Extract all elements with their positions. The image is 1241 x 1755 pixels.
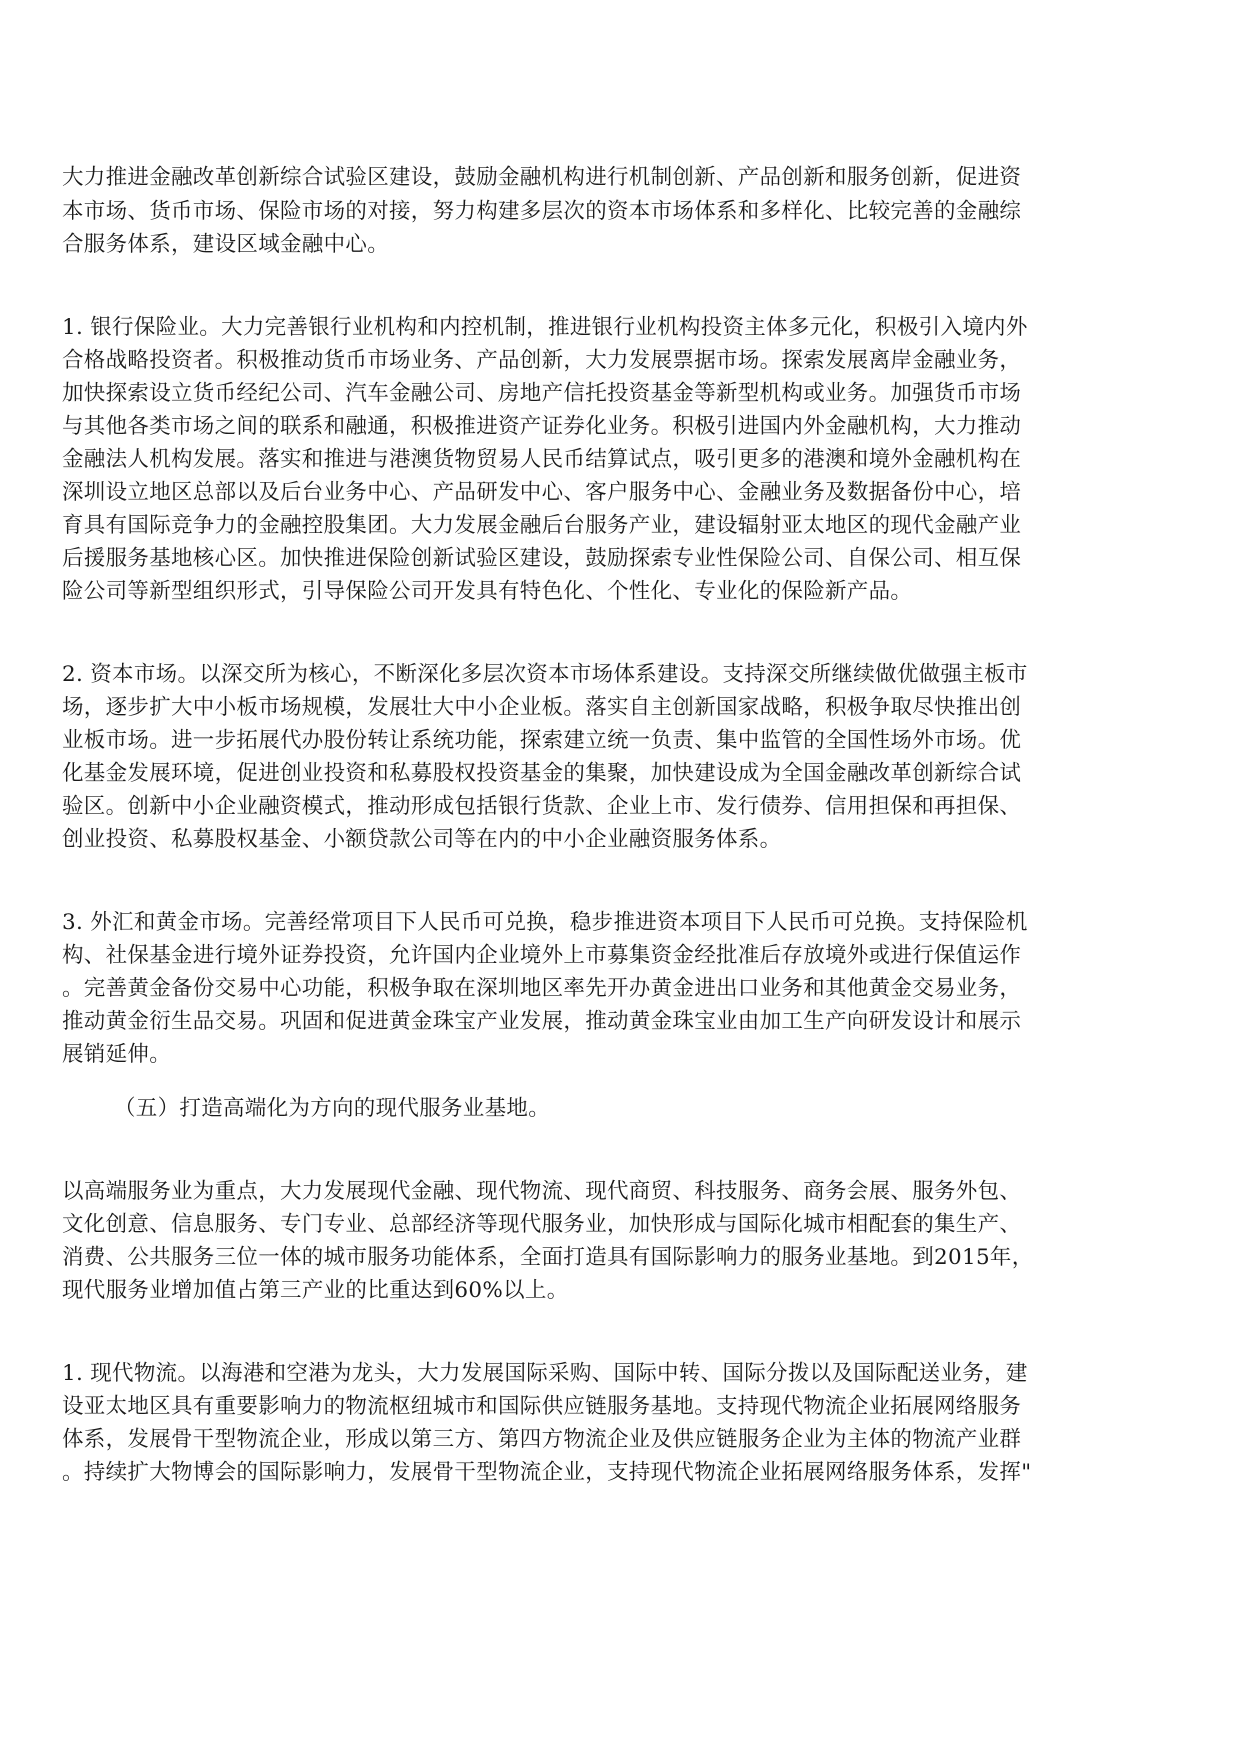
- text-line: 1. 银行保险业。大力完善银行业机构和内控机制，推进银行业机构投资主体多元化，积极引入境内外: [62, 315, 1028, 340]
- text-line: 文化创意、信息服务、专门专业、总部经济等现代服务业，加快形成与国际化城市相配套的集生产、: [62, 1212, 1022, 1237]
- text-line: 设亚太地区具有重要影响力的物流枢纽城市和国际供应链服务基地。支持现代物流企业拓展网络服务: [62, 1394, 1022, 1419]
- text-line: 创业投资、私募股权基金、小额贷款公司等在内的中小企业融资服务体系。: [62, 827, 782, 852]
- text-line: 验区。创新中小企业融资模式，推动形成包括银行货款、企业上市、发行债券、信用担保和再担保、: [62, 794, 1022, 819]
- text-line: 2. 资本市场。以深交所为核心，不断深化多层次资本市场体系建设。支持深交所继续做优做强主板市: [62, 662, 1028, 687]
- text-line: 展销延伸。: [62, 1042, 172, 1067]
- text-line: 险公司等新型组织形式，引导保险公司开发具有特色化、个性化、专业化的保险新产品。: [62, 579, 913, 604]
- text-line: 大力推进金融改革创新综合试验区建设，鼓励金融机构进行机制创新、产品创新和服务创新，促进资: [62, 165, 1022, 190]
- text-line: 1. 现代物流。以海港和空港为龙头，大力发展国际采购、国际中转、国际分拨以及国际配送业务，建: [62, 1361, 1028, 1386]
- text-line: 业板市场。进一步拓展代办股份转让系统功能，探索建立统一负责、集中监管的全国性场外市场。优: [62, 728, 1022, 753]
- text-line: 本市场、货币市场、保险市场的对接，努力构建多层次的资本市场体系和多样化、比较完善的金融综: [62, 199, 1022, 224]
- text-line: 合服务体系，建设区域金融中心。: [62, 232, 390, 257]
- text-line: 化基金发展环境，促进创业投资和私募股权投资基金的集聚，加快建设成为全国金融改革创新综合试: [62, 761, 1022, 786]
- text-line: 3. 外汇和黄金市场。完善经常项目下人民币可兑换，稳步推进资本项目下人民币可兑换。支持保险机: [62, 910, 1028, 935]
- text-line: 构、社保基金进行境外证券投资，允许国内企业境外上市募集资金经批准后存放境外或进行保值运作: [62, 943, 1022, 968]
- text-line: 金融法人机构发展。落实和推进与港澳货物贸易人民币结算试点，吸引更多的港澳和境外金融机构在: [62, 447, 1022, 472]
- text-line: 。完善黄金备份交易中心功能，积极争取在深圳地区率先开办黄金进出口业务和其他黄金交易业务，: [62, 976, 1022, 1001]
- text-line: 与其他各类市场之间的联系和融通，积极推进资产证券化业务。积极引进国内外金融机构，大力推动: [62, 414, 1022, 439]
- text-line: 育具有国际竞争力的金融控股集团。大力发展金融后台服务产业，建设辐射亚太地区的现代金融产业: [62, 513, 1022, 538]
- section-heading: （五）打造高端化为方向的现代服务业基地。: [114, 1096, 551, 1121]
- text-line: 深圳设立地区总部以及后台业务中心、产品研发中心、客户服务中心、金融业务及数据备份中心，培: [62, 480, 1022, 505]
- text-line: 消费、公共服务三位一体的城市服务功能体系，全面打造具有国际影响力的服务业基地。到2015年，: [62, 1245, 1034, 1270]
- text-line: 后援服务基地核心区。加快推进保险创新试验区建设，鼓励探索专业性保险公司、自保公司、相互保: [62, 546, 1022, 571]
- text-line: 以高端服务业为重点，大力发展现代金融、现代物流、现代商贸、科技服务、商务会展、服务外包、: [62, 1179, 1022, 1204]
- text-line: 推动黄金衍生品交易。巩固和促进黄金珠宝产业发展，推动黄金珠宝业由加工生产向研发设计和展示: [62, 1009, 1022, 1034]
- text-line: 现代服务业增加值占第三产业的比重达到60%以上。: [62, 1278, 569, 1303]
- text-line: 体系，发展骨干型物流企业，形成以第三方、第四方物流企业及供应链服务企业为主体的物流产业群: [62, 1427, 1022, 1452]
- text-line: 加快探索设立货币经纪公司、汽车金融公司、房地产信托投资基金等新型机构或业务。加强货币市场: [62, 381, 1022, 406]
- text-line: 场，逐步扩大中小板市场规模，发展壮大中小企业板。落实自主创新国家战略，积极争取尽快推出创: [62, 695, 1022, 720]
- text-line: 合格战略投资者。积极推动货币市场业务、产品创新，大力发展票据市场。探索发展离岸金融业务，: [62, 348, 1022, 373]
- text-line: 。持续扩大物博会的国际影响力，发展骨干型物流企业，支持现代物流企业拓展网络服务体系，发挥": [62, 1460, 1032, 1485]
